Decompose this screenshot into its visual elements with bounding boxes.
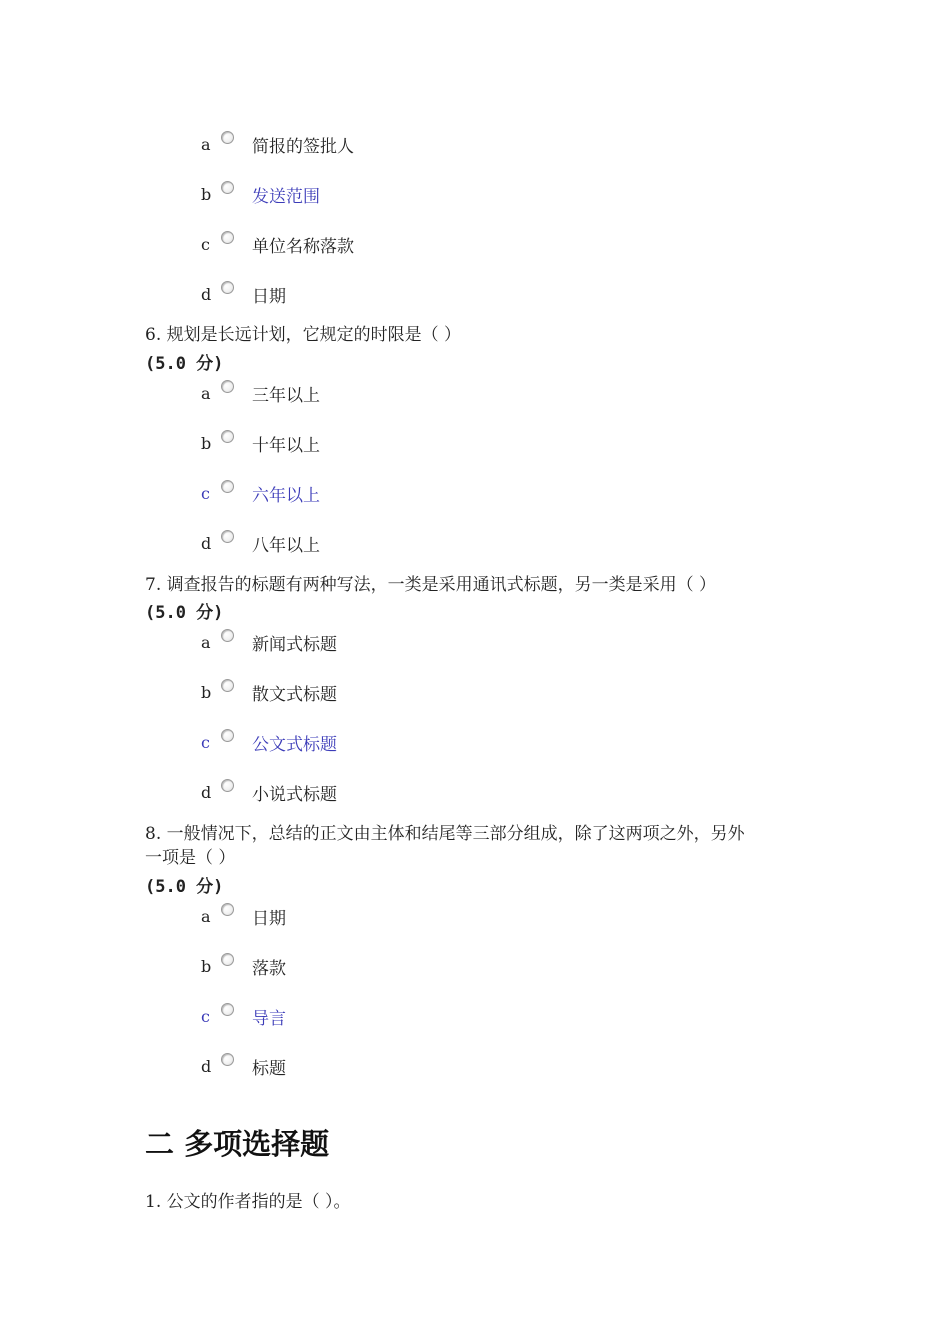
q8-option-d[interactable] (201, 1054, 286, 1078)
option-letter: d (201, 533, 212, 553)
option-text: 六年以上 (252, 485, 320, 506)
q5-option-b[interactable] (201, 182, 320, 206)
radio-icon[interactable] (221, 729, 234, 742)
option-text: 公文式标题 (252, 734, 337, 755)
q6-option-d[interactable] (201, 531, 320, 555)
radio-icon[interactable] (221, 953, 234, 966)
option-text: 日期 (252, 908, 286, 929)
option-letter: d (201, 782, 212, 802)
q6-score: (5.0 分) (145, 354, 224, 374)
radio-icon[interactable] (221, 629, 234, 642)
radio-icon[interactable] (221, 181, 234, 194)
option-letter: a (201, 906, 211, 926)
radio-icon[interactable] (221, 231, 234, 244)
section2-q1-text: 1. 公文的作者指的是（ ）。 (145, 1192, 351, 1212)
radio-icon[interactable] (221, 430, 234, 443)
option-letter: d (201, 1056, 212, 1076)
option-letter: a (201, 134, 211, 154)
q5-option-c[interactable] (201, 232, 354, 256)
option-text: 三年以上 (252, 385, 320, 406)
q6-option-c[interactable] (201, 481, 320, 505)
radio-icon[interactable] (221, 380, 234, 393)
option-text: 十年以上 (252, 435, 320, 456)
option-letter: b (201, 956, 212, 976)
option-letter: a (201, 383, 211, 403)
q7-score: (5.0 分) (145, 603, 224, 623)
option-text: 八年以上 (252, 535, 320, 556)
radio-icon[interactable] (221, 281, 234, 294)
q8-text-line1: 8. 一般情况下，总结的正文由主体和结尾等三部分组成，除了这两项之外，另外 (145, 824, 745, 844)
radio-icon[interactable] (221, 530, 234, 543)
option-letter: c (201, 1006, 210, 1026)
radio-icon[interactable] (221, 480, 234, 493)
q8-text-line2: 一项是（ ） (145, 848, 236, 868)
option-letter: b (201, 184, 212, 204)
option-letter: c (201, 234, 210, 254)
q6-option-b[interactable] (201, 431, 320, 455)
option-text: 落款 (252, 958, 286, 979)
q7-text: 7. 调查报告的标题有两种写法，一类是采用通讯式标题，另一类是采用（ ） (145, 575, 717, 595)
option-letter: b (201, 433, 212, 453)
q8-option-b[interactable] (201, 954, 286, 978)
option-text: 标题 (252, 1058, 286, 1079)
option-letter: c (201, 483, 210, 503)
option-text: 发送范围 (252, 186, 320, 207)
option-letter: a (201, 632, 211, 652)
option-letter: c (201, 732, 210, 752)
q8-score: (5.0 分) (145, 877, 224, 897)
q7-option-c[interactable] (201, 730, 337, 754)
option-text: 新闻式标题 (252, 634, 337, 655)
q6-text: 6. 规划是长远计划，它规定的时限是（ ） (145, 325, 462, 345)
q5-option-a[interactable] (201, 132, 354, 156)
q7-option-a[interactable] (201, 630, 337, 654)
radio-icon[interactable] (221, 679, 234, 692)
option-text: 简报的签批人 (252, 136, 354, 157)
q6-option-a[interactable] (201, 381, 320, 405)
option-text: 散文式标题 (252, 684, 337, 705)
radio-icon[interactable] (221, 779, 234, 792)
q7-option-b[interactable] (201, 680, 337, 704)
option-letter: b (201, 682, 212, 702)
option-text: 日期 (252, 286, 286, 307)
q5-option-d[interactable] (201, 282, 286, 306)
option-text: 单位名称落款 (252, 236, 354, 257)
option-text: 导言 (252, 1008, 286, 1029)
option-text: 小说式标题 (252, 784, 337, 805)
q8-option-c[interactable] (201, 1004, 286, 1028)
radio-icon[interactable] (221, 131, 234, 144)
radio-icon[interactable] (221, 1003, 234, 1016)
radio-icon[interactable] (221, 1053, 234, 1066)
q7-option-d[interactable] (201, 780, 337, 804)
section-title: 二 多项选择题 (145, 1127, 330, 1161)
q8-option-a[interactable] (201, 904, 286, 928)
radio-icon[interactable] (221, 903, 234, 916)
option-letter: d (201, 284, 212, 304)
